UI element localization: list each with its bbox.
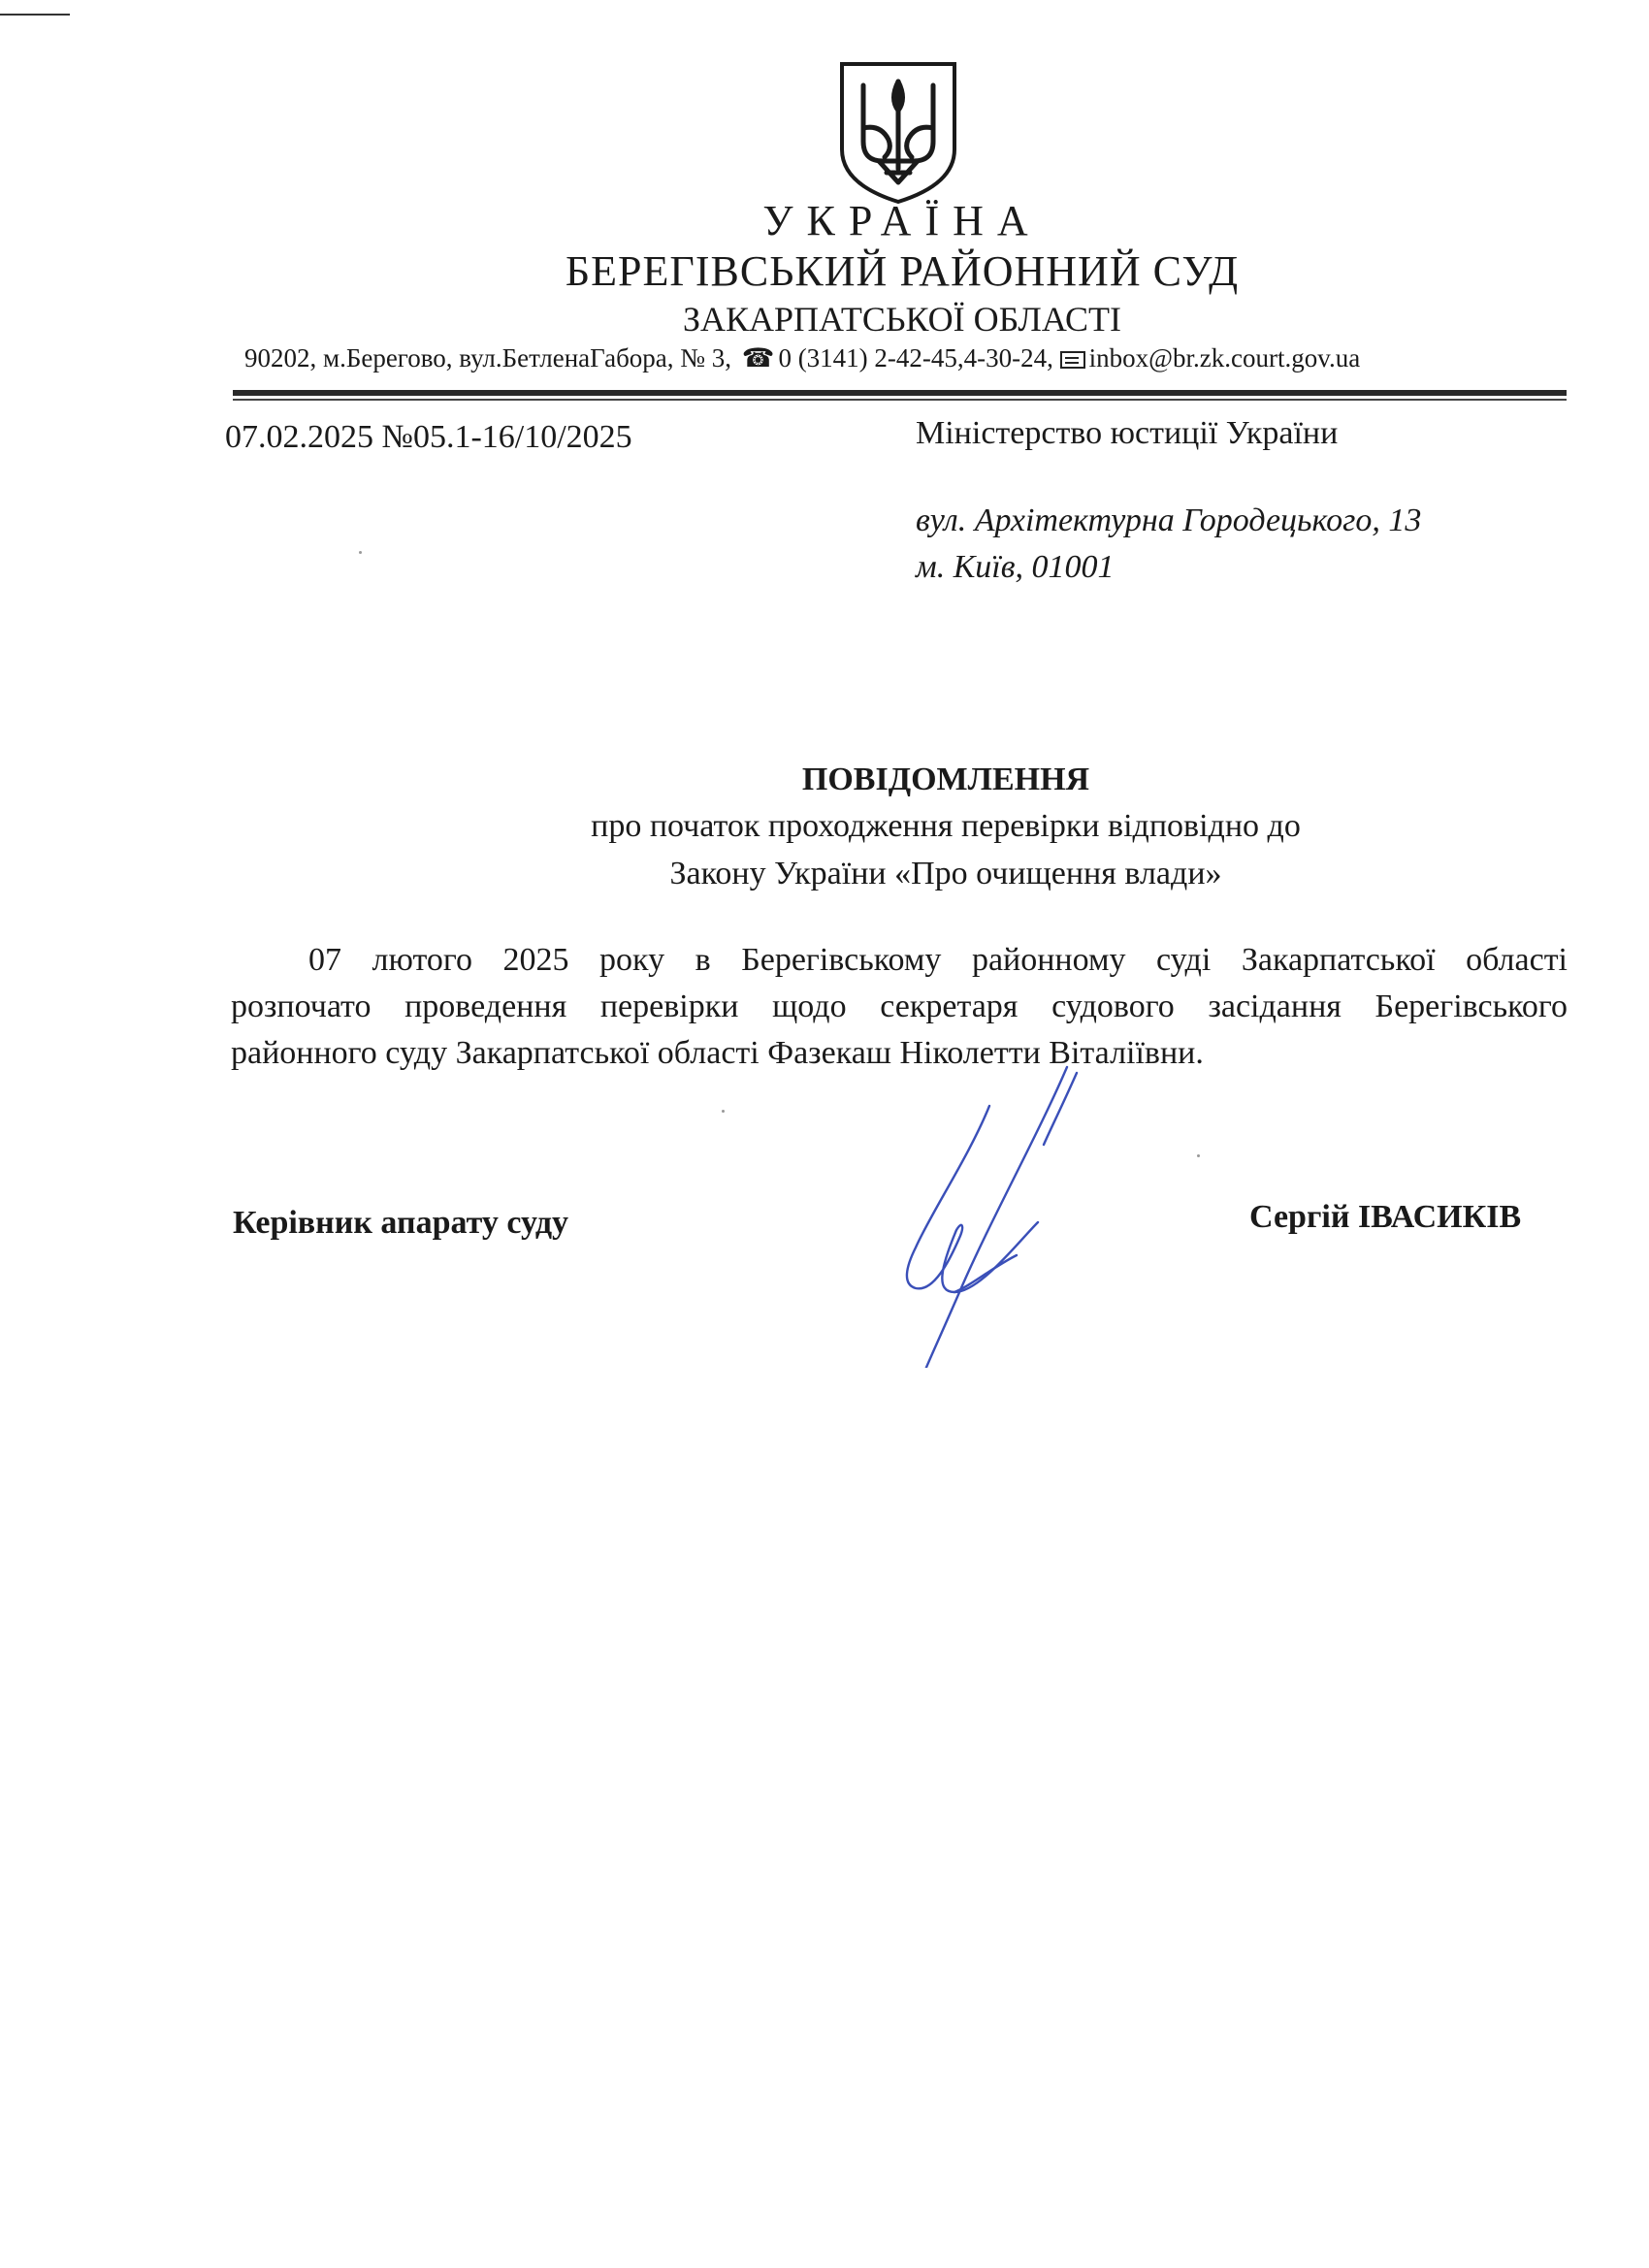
recipient-street: вул. Архітектурна Городецького, 13 xyxy=(916,502,1422,538)
phone-icon: ☎ xyxy=(741,343,775,373)
trident-emblem-icon xyxy=(836,60,960,206)
signer-position: Керівник апарату суду xyxy=(233,1205,569,1241)
document-subtitle-line-1: про початок проходження перевірки відповідно до xyxy=(591,808,1301,844)
court-email[interactable]: inbox@br.zk.court.gov.ua xyxy=(1088,343,1361,373)
envelope-icon xyxy=(1060,351,1085,369)
header-divider-thin xyxy=(233,399,1567,401)
scan-speck xyxy=(1197,1154,1200,1157)
body-line: районного суду Закарпатської області Фазекаш Ніколетти Віталіївни. xyxy=(231,1035,1204,1071)
country-heading: УКРАЇНА xyxy=(762,197,1042,244)
body-line: 07 лютого 2025 року в Берегівському районному суді Закарпатської області xyxy=(308,942,1568,978)
header-divider-thick xyxy=(233,390,1567,396)
court-phone: 0 (3141) 2-42-45,4-30-24, xyxy=(778,343,1053,373)
recipient-name: Міністерство юстиції України xyxy=(916,415,1339,451)
signer-name: Сергій ІВАСИКІВ xyxy=(1249,1199,1522,1235)
contact-line xyxy=(244,343,1360,373)
court-address: 90202, м.Берегово, вул.БетленаГабора, № 3, xyxy=(244,343,732,373)
recipient-city: м. Київ, 01001 xyxy=(916,549,1115,585)
scan-speck xyxy=(359,551,362,554)
body-line: розпочато проведення перевірки щодо секретаря судового засідання Берегівського xyxy=(231,988,1568,1024)
outgoing-reference: 07.02.2025 №05.1-16/10/2025 xyxy=(225,419,632,455)
document-title: ПОВІДОМЛЕННЯ xyxy=(801,761,1090,797)
corner-scan-mark xyxy=(0,14,70,16)
document-subtitle-line-2: Закону України «Про очищення влади» xyxy=(669,856,1222,891)
court-region: ЗАКАРПАТСЬКОЇ ОБЛАСТІ xyxy=(682,300,1122,339)
scan-speck xyxy=(722,1110,725,1113)
court-name: БЕРЕГІВСЬКИЙ РАЙОННИЙ СУД xyxy=(565,247,1240,295)
handwritten-signature xyxy=(873,1048,1116,1368)
